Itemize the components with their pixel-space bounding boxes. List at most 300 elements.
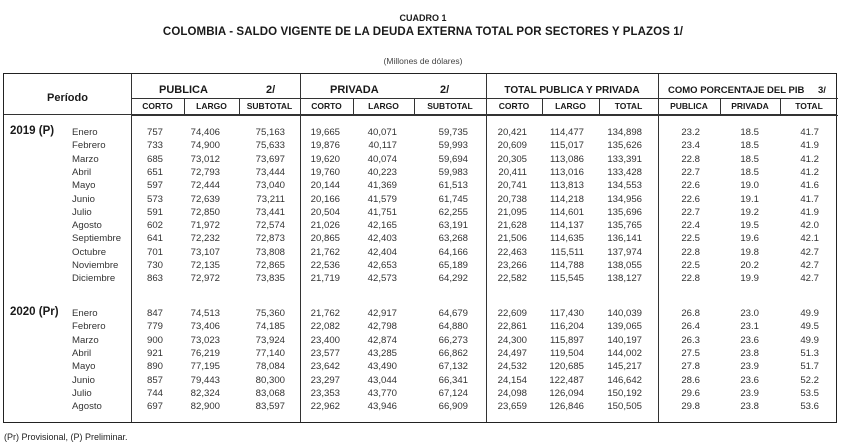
cell-publica-subtotal: 73,211 [256, 193, 285, 205]
cell-publica-largo: 74,513 [190, 308, 220, 319]
cell-total-largo: 115,897 [550, 334, 584, 346]
cell-pct-total: 49.9 [800, 308, 819, 319]
subheader-publica-corto: CORTO [142, 101, 173, 111]
month-label: Julio [72, 206, 92, 218]
cell-publica-subtotal: 80,300 [255, 374, 285, 386]
cell-privada-corto: 21,762 [310, 246, 340, 258]
cell-privada-corto: 23,400 [310, 334, 340, 346]
cell-privada-corto: 23,297 [310, 374, 340, 386]
cell-total-largo: 114,788 [550, 260, 584, 271]
cell-publica-corto: 573 [146, 193, 163, 205]
cell-privada-corto: 19,876 [310, 140, 340, 152]
cell-publica-corto: 697 [146, 401, 163, 413]
cell-privada-largo: 43,044 [367, 374, 397, 386]
subheader-pct-total: TOTAL [795, 101, 823, 111]
subheader-privada-largo: LARGO [368, 101, 399, 111]
month-label: Enero [72, 127, 98, 138]
cell-publica-largo: 71,972 [190, 220, 220, 232]
cell-publica-subtotal: 77,140 [255, 347, 285, 359]
cell-total-corto: 21,506 [497, 233, 527, 245]
cell-privada-corto: 20,504 [310, 206, 340, 218]
cell-privada-subtotal: 64,166 [438, 246, 468, 258]
cell-privada-subtotal: 63,191 [438, 220, 468, 232]
year-label: 2020 (Pr) [10, 306, 59, 318]
cell-total-corto: 22,463 [497, 246, 527, 258]
cell-privada-subtotal: 59,694 [438, 153, 468, 165]
cell-privada-corto: 20,144 [310, 180, 340, 192]
cell-privada-largo: 42,874 [367, 334, 397, 346]
cell-pct-publica: 22.8 [681, 246, 700, 258]
cell-publica-subtotal: 83,597 [255, 401, 285, 413]
cell-total-largo: 115,511 [550, 246, 584, 258]
cell-total-largo: 114,635 [550, 233, 584, 245]
cell-total-total: 135,696 [607, 206, 642, 218]
month-label: Abril [72, 347, 92, 359]
cell-privada-largo: 40,117 [368, 140, 397, 152]
cell-privada-subtotal: 65,189 [438, 260, 468, 271]
cell-publica-subtotal: 75,633 [255, 140, 285, 152]
cell-total-total: 138,127 [607, 273, 642, 285]
cell-publica-largo: 76,219 [190, 347, 220, 359]
cell-privada-largo: 43,946 [367, 401, 397, 413]
cell-publica-largo: 72,639 [190, 193, 220, 205]
cell-publica-corto: 701 [146, 246, 163, 258]
cell-total-largo: 114,137 [550, 220, 584, 232]
cell-publica-largo: 77,195 [190, 361, 220, 373]
cell-publica-subtotal: 75,163 [255, 127, 285, 138]
table-row [4, 139, 836, 152]
table-row [4, 206, 836, 219]
cell-total-total: 135,765 [607, 220, 642, 232]
cell-publica-largo: 73,406 [190, 321, 220, 333]
header-periodo: Período [47, 92, 88, 104]
cell-pct-privada: 19.5 [740, 220, 759, 232]
subheader-pct-privada: PRIVADA [731, 101, 769, 111]
cell-publica-largo: 73,107 [190, 246, 220, 258]
cell-pct-publica: 22.7 [681, 166, 700, 178]
cell-pct-publica: 26.4 [681, 321, 700, 333]
cell-total-total: 134,898 [607, 127, 642, 138]
cell-total-largo: 114,477 [550, 127, 584, 138]
table-row [4, 334, 836, 347]
cell-publica-subtotal: 73,808 [255, 246, 285, 258]
cell-pct-privada: 19.0 [740, 180, 759, 192]
cell-privada-corto: 21,026 [310, 220, 340, 232]
cell-total-corto: 24,497 [497, 347, 527, 359]
cell-privada-largo: 42,404 [367, 246, 397, 258]
cell-pct-privada: 23.6 [740, 334, 759, 346]
cell-publica-subtotal: 75,360 [255, 308, 285, 319]
cell-privada-subtotal: 67,124 [438, 387, 468, 399]
cell-publica-subtotal: 72,873 [255, 233, 285, 245]
cell-pct-privada: 23.9 [740, 387, 759, 399]
cell-total-corto: 22,609 [497, 308, 527, 319]
cell-pct-total: 41.2 [800, 153, 819, 165]
cell-publica-largo: 72,793 [190, 166, 220, 178]
cell-total-total: 134,956 [607, 193, 642, 205]
cell-pct-privada: 19.2 [740, 206, 759, 218]
cell-privada-subtotal: 61,513 [438, 180, 468, 192]
cell-pct-privada: 18.5 [740, 140, 759, 152]
cell-pct-privada: 19.8 [740, 246, 759, 258]
cell-pct-publica: 22.7 [681, 206, 700, 218]
cell-total-largo: 116,204 [550, 321, 584, 333]
cell-publica-subtotal: 73,441 [255, 206, 285, 218]
month-label: Febrero [72, 321, 106, 333]
cell-total-total: 145,217 [607, 361, 642, 373]
cell-privada-corto: 23,642 [310, 361, 340, 373]
cell-publica-corto: 779 [146, 321, 163, 333]
table-row [4, 166, 836, 179]
cell-total-corto: 20,741 [497, 180, 527, 192]
cell-publica-subtotal: 83,068 [255, 387, 285, 399]
cell-publica-largo: 72,444 [190, 180, 220, 192]
cell-pct-total: 49.5 [800, 321, 819, 333]
cell-pct-publica: 23.2 [681, 127, 700, 138]
cell-privada-largo: 42,403 [367, 233, 397, 245]
subheader-privada-subtotal: SUBTOTAL [427, 101, 473, 111]
cell-privada-largo: 40,223 [367, 166, 397, 178]
cell-pct-publica: 27.8 [681, 361, 700, 373]
subheader-publica-largo: LARGO [196, 101, 227, 111]
cell-total-largo: 126,094 [549, 387, 584, 399]
table-row [4, 219, 836, 232]
cell-total-corto: 21,095 [497, 206, 527, 218]
cell-privada-largo: 40,074 [367, 153, 397, 165]
cell-privada-subtotal: 64,292 [438, 273, 468, 285]
cell-publica-largo: 82,900 [190, 401, 220, 413]
subheader-total-largo: LARGO [555, 101, 586, 111]
cell-publica-largo: 73,012 [190, 153, 220, 165]
table-row [4, 360, 836, 373]
cell-total-corto: 20,305 [497, 153, 527, 165]
cell-privada-subtotal: 66,862 [438, 347, 468, 359]
cell-publica-subtotal: 73,835 [255, 273, 285, 285]
cell-pct-privada: 18.5 [740, 127, 759, 138]
month-label: Mayo [72, 180, 96, 192]
month-label: Enero [72, 308, 98, 319]
cell-total-total: 136,141 [607, 233, 642, 245]
cell-pct-total: 41.2 [800, 166, 819, 178]
cell-pct-total: 41.6 [800, 180, 819, 192]
month-label: Agosto [72, 401, 102, 413]
cell-privada-corto: 22,082 [310, 321, 340, 333]
cell-total-total: 139,065 [607, 321, 642, 333]
cell-total-largo: 113,016 [550, 166, 584, 178]
month-label: Octubre [72, 246, 107, 258]
cell-pct-privada: 23.9 [740, 361, 759, 373]
cell-privada-largo: 41,751 [367, 206, 397, 218]
cell-publica-subtotal: 73,697 [255, 153, 285, 165]
cell-pct-publica: 28.6 [681, 374, 700, 386]
year-label: 2019 (P) [10, 125, 55, 137]
cell-privada-largo: 43,285 [367, 347, 397, 359]
cell-total-total: 150,192 [607, 387, 642, 399]
cell-publica-corto: 641 [146, 233, 163, 245]
cell-total-total: 134,553 [607, 180, 642, 192]
cell-pct-privada: 18.5 [740, 166, 759, 178]
cell-privada-largo: 43,770 [367, 387, 397, 399]
cell-privada-corto: 23,577 [310, 347, 340, 359]
table-row [4, 126, 836, 139]
cell-total-corto: 24,154 [497, 374, 527, 386]
cell-privada-largo: 42,165 [367, 220, 397, 232]
cell-total-largo: 119,504 [550, 347, 584, 359]
cell-pct-publica: 22.6 [681, 180, 700, 192]
cell-privada-subtotal: 59,983 [438, 166, 468, 178]
cell-pct-total: 41.7 [800, 127, 819, 138]
cell-pct-total: 42.7 [800, 246, 819, 258]
month-label: Agosto [72, 220, 102, 232]
cell-pct-total: 53.6 [800, 401, 819, 413]
cell-privada-largo: 42,573 [367, 273, 397, 285]
cell-publica-corto: 597 [146, 180, 163, 192]
cell-total-total: 140,039 [607, 308, 642, 319]
cell-publica-corto: 857 [146, 374, 163, 386]
cell-publica-corto: 921 [146, 347, 163, 359]
table-row [4, 153, 836, 166]
subheader-total-total: TOTAL [614, 101, 643, 111]
cell-publica-subtotal: 72,865 [255, 260, 285, 271]
cell-publica-largo: 72,972 [190, 273, 220, 285]
cell-privada-corto: 22,962 [310, 401, 340, 413]
cell-total-total: 146,642 [607, 374, 642, 386]
cell-pct-privada: 23.8 [740, 401, 759, 413]
cell-pct-total: 41.9 [800, 206, 819, 218]
cell-publica-subtotal: 78,084 [255, 361, 285, 373]
cell-privada-corto: 19,620 [310, 153, 340, 165]
cell-privada-largo: 40,071 [367, 127, 397, 138]
cell-publica-corto: 744 [146, 387, 163, 399]
cell-privada-subtotal: 64,880 [438, 321, 468, 333]
subheader-publica-subtotal: SUBTOTAL [246, 101, 293, 111]
cell-total-total: 150,505 [607, 401, 642, 413]
cell-pct-total: 49.9 [800, 334, 819, 346]
cell-privada-corto: 21,719 [310, 273, 340, 285]
month-label: Abril [72, 166, 92, 178]
cell-total-total: 138,055 [607, 260, 642, 271]
table-row [4, 307, 836, 320]
cell-pct-total: 42.0 [800, 220, 819, 232]
cell-total-corto: 24,300 [497, 334, 527, 346]
cell-privada-corto: 22,536 [310, 260, 340, 271]
cell-total-largo: 114,601 [550, 206, 584, 218]
cell-privada-subtotal: 62,255 [438, 206, 468, 218]
cell-publica-corto: 651 [146, 166, 163, 178]
cell-publica-largo: 74,406 [190, 127, 220, 138]
cell-pct-total: 51.7 [800, 361, 819, 373]
table-row [4, 387, 836, 400]
cell-publica-corto: 863 [146, 273, 163, 285]
cell-pct-publica: 23.4 [681, 140, 700, 152]
cell-pct-publica: 22.8 [681, 153, 700, 165]
units-label: (Millones de dólares) [383, 56, 463, 66]
cell-total-largo: 115,545 [550, 273, 584, 285]
cell-privada-largo: 42,653 [367, 260, 397, 271]
month-label: Septiembre [72, 233, 122, 245]
cell-publica-largo: 74,900 [190, 140, 220, 152]
cell-total-total: 144,002 [607, 347, 642, 359]
cell-total-corto: 20,411 [498, 166, 527, 178]
cell-publica-subtotal: 72,574 [255, 220, 285, 232]
table-number: CUADRO 1 [399, 13, 447, 23]
cell-publica-largo: 72,232 [190, 233, 220, 245]
cell-publica-corto: 890 [146, 361, 163, 373]
table-row [4, 320, 836, 333]
cell-publica-corto: 730 [146, 260, 163, 271]
cell-privada-subtotal: 59,993 [438, 140, 468, 152]
cell-total-largo: 120,685 [549, 361, 584, 373]
cell-total-largo: 115,017 [550, 140, 584, 152]
cell-total-total: 140,197 [607, 334, 642, 346]
table-row [4, 347, 836, 360]
cell-total-largo: 113,813 [550, 180, 584, 192]
cell-total-corto: 24,098 [497, 387, 527, 399]
cell-publica-corto: 733 [146, 140, 163, 152]
cell-privada-corto: 21,762 [310, 308, 340, 319]
cell-pct-privada: 23.1 [740, 321, 759, 333]
debt-table [3, 73, 837, 423]
table-row [4, 179, 836, 192]
cell-pct-total: 42.1 [800, 233, 819, 245]
cell-publica-largo: 82,324 [190, 387, 220, 399]
cell-publica-corto: 900 [146, 334, 163, 346]
cell-privada-corto: 19,665 [310, 127, 340, 138]
cell-pct-total: 42.7 [800, 273, 819, 285]
cell-privada-largo: 43,490 [367, 361, 397, 373]
month-label: Junio [72, 374, 95, 386]
month-label: Diciembre [72, 273, 116, 285]
subheader-privada-corto: CORTO [311, 101, 342, 111]
table-title: COLOMBIA - SALDO VIGENTE DE LA DEUDA EXTERNA TOTAL POR SECTORES Y PLAZOS 1/ [162, 26, 684, 38]
cell-publica-largo: 72,135 [190, 260, 220, 271]
cell-privada-subtotal: 63,268 [438, 233, 468, 245]
cell-total-corto: 24,532 [497, 361, 527, 373]
cell-total-corto: 23,266 [497, 260, 527, 271]
table-row [4, 400, 836, 413]
cell-privada-subtotal: 66,273 [438, 334, 468, 346]
cell-publica-corto: 591 [146, 206, 163, 218]
cell-total-total: 135,626 [607, 140, 642, 152]
cell-publica-corto: 602 [146, 220, 163, 232]
cell-total-corto: 20,421 [497, 127, 527, 138]
header-privada: PRIVADA 2/ [330, 84, 450, 96]
cell-pct-publica: 22.8 [681, 273, 700, 285]
cell-privada-corto: 20,166 [310, 193, 340, 205]
cell-pct-publica: 29.6 [681, 387, 700, 399]
cell-total-largo: 126,846 [549, 401, 584, 413]
cell-pct-total: 42.7 [800, 260, 819, 271]
cell-privada-subtotal: 67,132 [438, 361, 468, 373]
cell-privada-largo: 42,917 [367, 308, 397, 319]
footnote: (Pr) Provisional, (P) Preliminar. [4, 432, 128, 442]
cell-pct-publica: 29.8 [681, 401, 700, 413]
cell-publica-largo: 79,443 [190, 374, 220, 386]
cell-publica-subtotal: 73,924 [255, 334, 285, 346]
cell-publica-corto: 847 [146, 308, 163, 319]
header-publica: PUBLICA 2/ [159, 84, 276, 96]
cell-publica-corto: 757 [146, 127, 163, 138]
header-total: TOTAL PUBLICA Y PRIVADA [504, 84, 640, 96]
cell-pct-privada: 19.6 [740, 233, 759, 245]
cell-total-corto: 22,582 [497, 273, 527, 285]
cell-privada-corto: 20,865 [310, 233, 340, 245]
cell-pct-privada: 18.5 [740, 153, 759, 165]
cell-publica-subtotal: 73,040 [255, 180, 285, 192]
month-label: Marzo [72, 334, 99, 346]
cell-pct-total: 41.9 [800, 140, 819, 152]
cell-privada-largo: 42,798 [367, 321, 397, 333]
cell-privada-subtotal: 61,745 [438, 193, 468, 205]
cell-pct-publica: 26.3 [681, 334, 700, 346]
cell-total-corto: 20,738 [497, 193, 527, 205]
cell-total-total: 133,428 [607, 166, 642, 178]
cell-publica-subtotal: 74,185 [255, 321, 285, 333]
cell-total-corto: 22,861 [497, 321, 527, 333]
table-row [4, 246, 836, 259]
month-label: Marzo [72, 153, 99, 165]
cell-total-largo: 122,487 [549, 374, 584, 386]
cell-total-largo: 113,086 [550, 153, 584, 165]
cell-pct-publica: 26.8 [681, 308, 700, 319]
cell-pct-total: 53.5 [800, 387, 819, 399]
cell-pct-publica: 27.5 [681, 347, 700, 359]
cell-pct-total: 52.2 [800, 374, 819, 386]
cell-privada-subtotal: 66,909 [438, 401, 468, 413]
cell-total-corto: 20,609 [497, 140, 527, 152]
cell-publica-largo: 73,023 [190, 334, 220, 346]
cell-privada-corto: 19,760 [310, 166, 340, 178]
cell-pct-total: 51.3 [800, 347, 819, 359]
cell-total-total: 137,974 [607, 246, 642, 258]
cell-pct-publica: 22.4 [681, 220, 700, 232]
table-row [4, 272, 836, 285]
cell-total-corto: 21,628 [497, 220, 527, 232]
cell-total-largo: 114,218 [550, 193, 584, 205]
table-row [4, 193, 836, 206]
cell-total-total: 133,391 [607, 153, 642, 165]
cell-pct-privada: 19.9 [740, 273, 759, 285]
subheader-total-corto: CORTO [498, 101, 530, 111]
subheader-pct-publica: PUBLICA [670, 101, 708, 111]
cell-publica-corto: 685 [146, 153, 163, 165]
cell-total-largo: 117,430 [550, 308, 584, 319]
cell-pct-privada: 23.6 [740, 374, 759, 386]
cell-privada-largo: 41,579 [367, 193, 397, 205]
cell-total-corto: 23,659 [497, 401, 527, 413]
cell-publica-largo: 72,850 [190, 206, 220, 218]
cell-privada-subtotal: 64,679 [438, 308, 468, 319]
cell-pct-privada: 23.8 [740, 347, 759, 359]
cell-pct-privada: 19.1 [740, 193, 759, 205]
cell-pct-publica: 22.6 [681, 193, 700, 205]
cell-pct-total: 41.7 [800, 193, 819, 205]
table-row [4, 259, 836, 272]
month-label: Noviembre [72, 260, 119, 271]
cell-pct-privada: 23.0 [740, 308, 759, 319]
table-row [4, 232, 836, 245]
cell-privada-largo: 41,369 [367, 180, 397, 192]
cell-pct-publica: 22.5 [681, 233, 700, 245]
month-label: Junio [72, 193, 95, 205]
month-label: Julio [72, 387, 92, 399]
cell-privada-subtotal: 59,735 [438, 127, 468, 138]
cell-privada-subtotal: 66,341 [438, 374, 468, 386]
cell-publica-subtotal: 73,444 [255, 166, 285, 178]
table-row [4, 374, 836, 387]
month-label: Febrero [72, 140, 106, 152]
header-pct-pib: COMO PORCENTAJE DEL PIB 3/ [668, 84, 826, 96]
